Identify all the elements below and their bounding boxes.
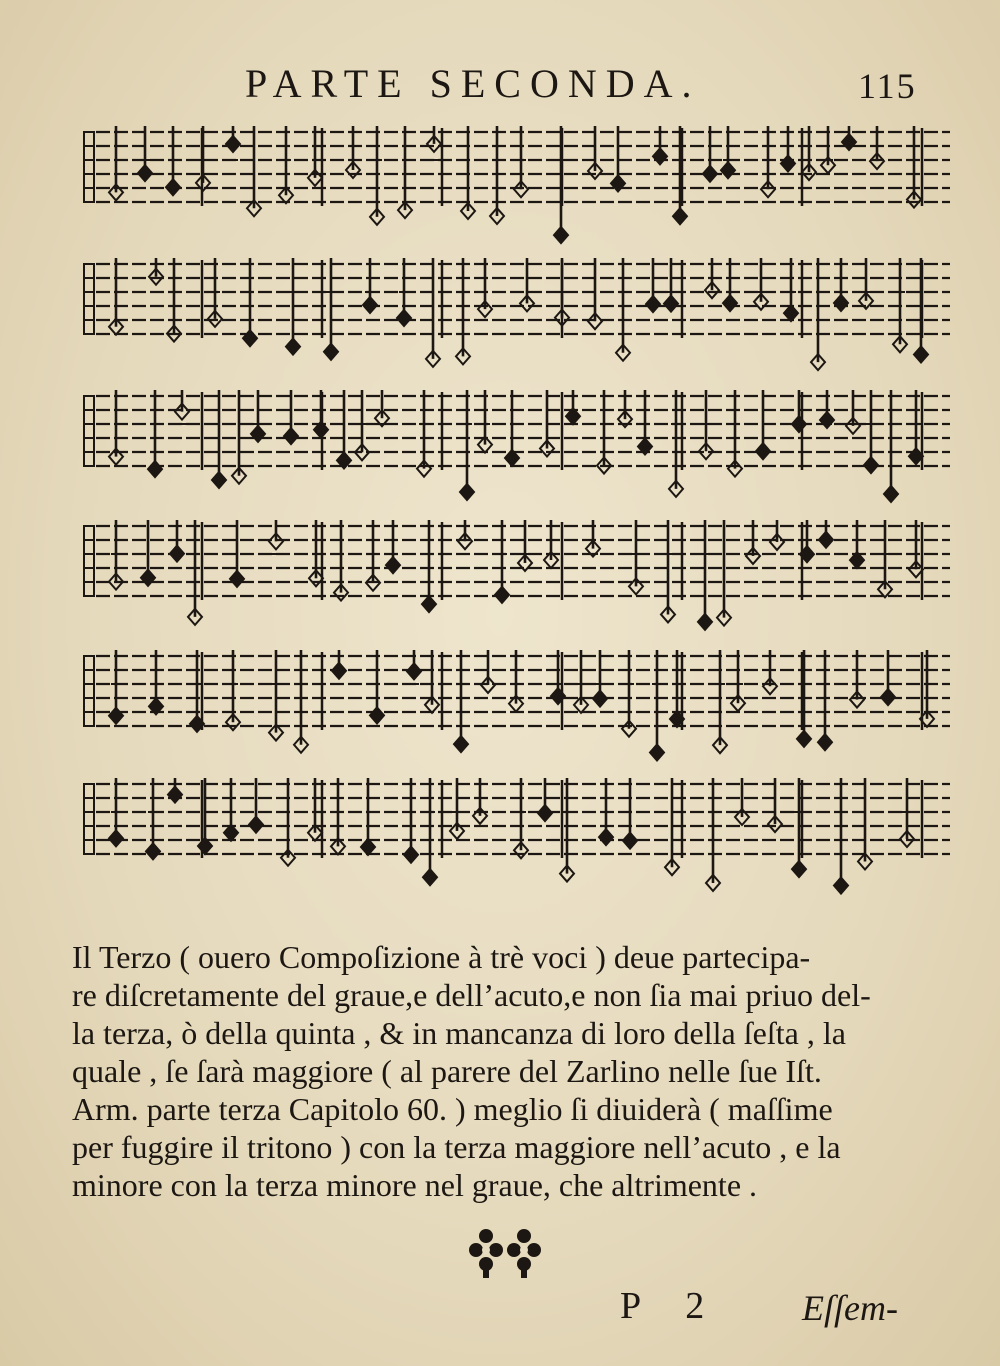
running-title: PARTE SECONDA.: [245, 61, 701, 106]
fleuron-ornament-icon: [462, 1222, 552, 1280]
page-number: 115: [858, 66, 917, 106]
catchword: Eſſem-: [802, 1288, 898, 1328]
running-head: [0, 60, 1000, 110]
text-line: minore con la terza minore nel graue, che altrimente .: [72, 1167, 758, 1203]
signature-mark: P 2: [620, 1285, 723, 1327]
text-line: Arm. parte terza Capitolo 60. ) meglio ſi diuiderà ( maſſime: [72, 1091, 833, 1127]
text-line: la terza, ò della quinta , & in mancanza di loro della ſeſta , la: [72, 1015, 846, 1051]
footer: [0, 1278, 1000, 1338]
text-line: re diſcretamente del graue,e dell’acuto,e non ſia mai priuo del-: [72, 977, 871, 1013]
text-line: Il Terzo ( ouero Compoſizione à trè voci ) deue partecipa-: [72, 939, 811, 975]
body-text: [72, 938, 952, 1204]
text-line: per fuggire il tritono ) con la terza maggiore nell’acuto , e la: [72, 1129, 841, 1165]
lute-tablature-notation-icon: [82, 118, 952, 908]
text-line: quale , ſe ſarà maggiore ( al parere del Zarlino nelle ſue Iſt.: [72, 1053, 822, 1089]
